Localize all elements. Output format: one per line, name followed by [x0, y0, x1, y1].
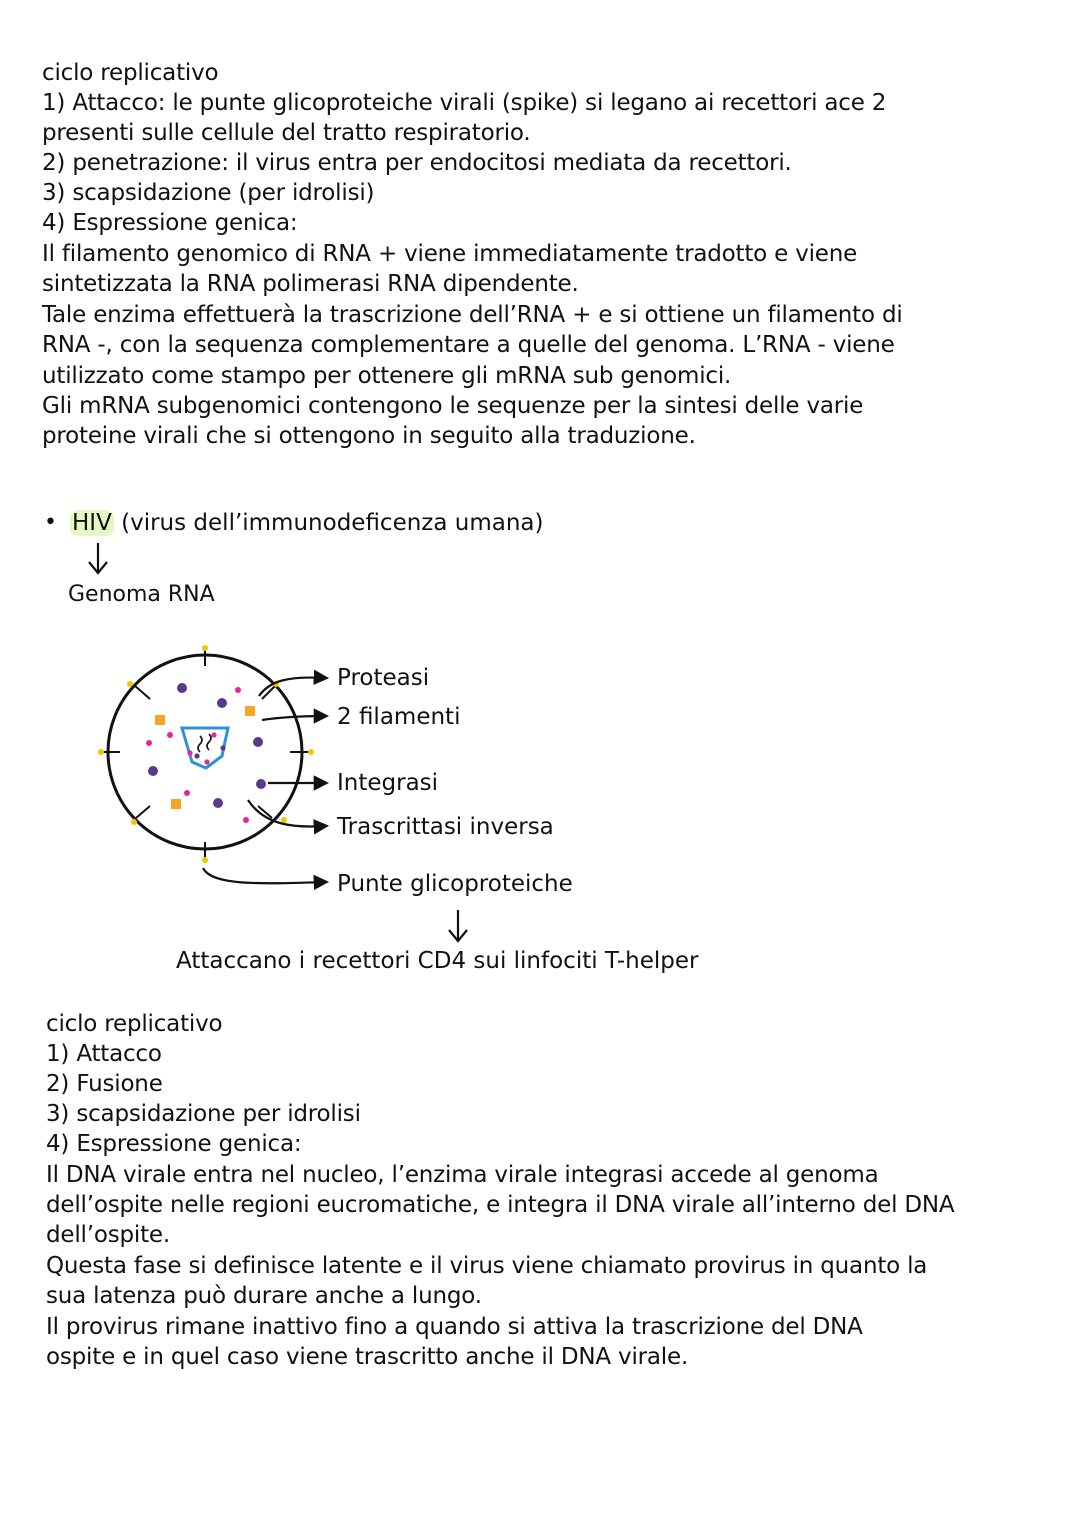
- down-arrow-icon: [89, 543, 107, 573]
- text-line: dell’ospite.: [46, 1222, 170, 1248]
- label-cd4: Attaccano i recettori CD4 sui linfociti T-helper: [176, 948, 699, 974]
- hiv-name-highlight: HIV: [72, 510, 112, 536]
- arrow-spikes: [203, 868, 326, 883]
- text-line: dell’ospite nelle regioni eucromatiche, e integra il DNA virale all’interno del DNA: [46, 1192, 955, 1218]
- orange-squares: [155, 706, 255, 809]
- down-arrow-icon: [449, 910, 467, 941]
- text-line: Il provirus rimane inattivo fino a quando si attiva la trascrizione del DNA: [46, 1314, 863, 1340]
- label-filaments: 2 filamenti: [337, 704, 461, 730]
- text-line: ospite e in quel caso viene trascritto anche il DNA virale.: [46, 1344, 689, 1370]
- text-line: 3) scapsidazione (per idrolisi): [42, 180, 375, 206]
- genome-label: Genoma RNA: [68, 582, 215, 607]
- text-line: Gli mRNA subgenomici contengono le sequenze per la sintesi delle varie: [42, 393, 864, 419]
- text-line: RNA -, con la sequenza complementare a quelle del genoma. L’RNA - viene: [42, 332, 895, 358]
- text-line: ciclo replicativo: [42, 60, 219, 86]
- label-integrase: Integrasi: [337, 770, 439, 796]
- text-line: utilizzato come stampo per ottenere gli mRNA sub genomici.: [42, 363, 732, 389]
- text-line: sintetizzata la RNA polimerasi RNA dipendente.: [42, 271, 579, 297]
- rna-filaments: [198, 734, 211, 752]
- text-line: 1) Attacco: [46, 1041, 162, 1067]
- hiv-full-name: (virus dell’immunodeficenza umana): [113, 510, 544, 536]
- text-line: 1) Attacco: le punte glicoproteiche virali (spike) si legano ai recettori ace 2: [42, 90, 887, 116]
- spike-tips: [98, 645, 314, 863]
- text-line: sua latenza può durare anche a lungo.: [46, 1283, 482, 1309]
- text-line: proteine virali che si ottengono in seguito alla traduzione.: [42, 423, 696, 449]
- text-line: Il filamento genomico di RNA + viene immediatamente tradotto e viene: [42, 241, 858, 267]
- text-line: 2) Fusione: [46, 1071, 163, 1097]
- text-line: 2) penetrazione: il virus entra per endocitosi mediata da recettori.: [42, 150, 792, 176]
- text-line: Questa fase si definisce latente e il virus viene chiamato provirus in quanto la: [46, 1253, 928, 1279]
- text-line: Tale enzima effettuerà la trascrizione dell’RNA + e si ottiene un filamento di: [42, 302, 903, 328]
- label-reverse-transcriptase: Trascrittasi inversa: [337, 814, 554, 840]
- text-line: presenti sulle cellule del tratto respiratorio.: [42, 120, 531, 146]
- text-line: 3) scapsidazione per idrolisi: [46, 1101, 361, 1127]
- arrow-filaments: [262, 716, 326, 720]
- text-line: ciclo replicativo: [46, 1011, 223, 1037]
- text-line: 4) Espressione genica:: [46, 1131, 302, 1157]
- label-protease: Proteasi: [337, 665, 430, 691]
- bullet: •: [44, 510, 57, 535]
- text-line: Il DNA virale entra nel nucleo, l’enzima virale integrasi accede al genoma: [46, 1162, 879, 1188]
- capsid-enzymes: [187, 732, 225, 764]
- glycoprotein-spikes: [100, 647, 310, 858]
- label-spikes: Punte glicoproteiche: [337, 871, 573, 897]
- text-line: 4) Espressione genica:: [42, 210, 298, 236]
